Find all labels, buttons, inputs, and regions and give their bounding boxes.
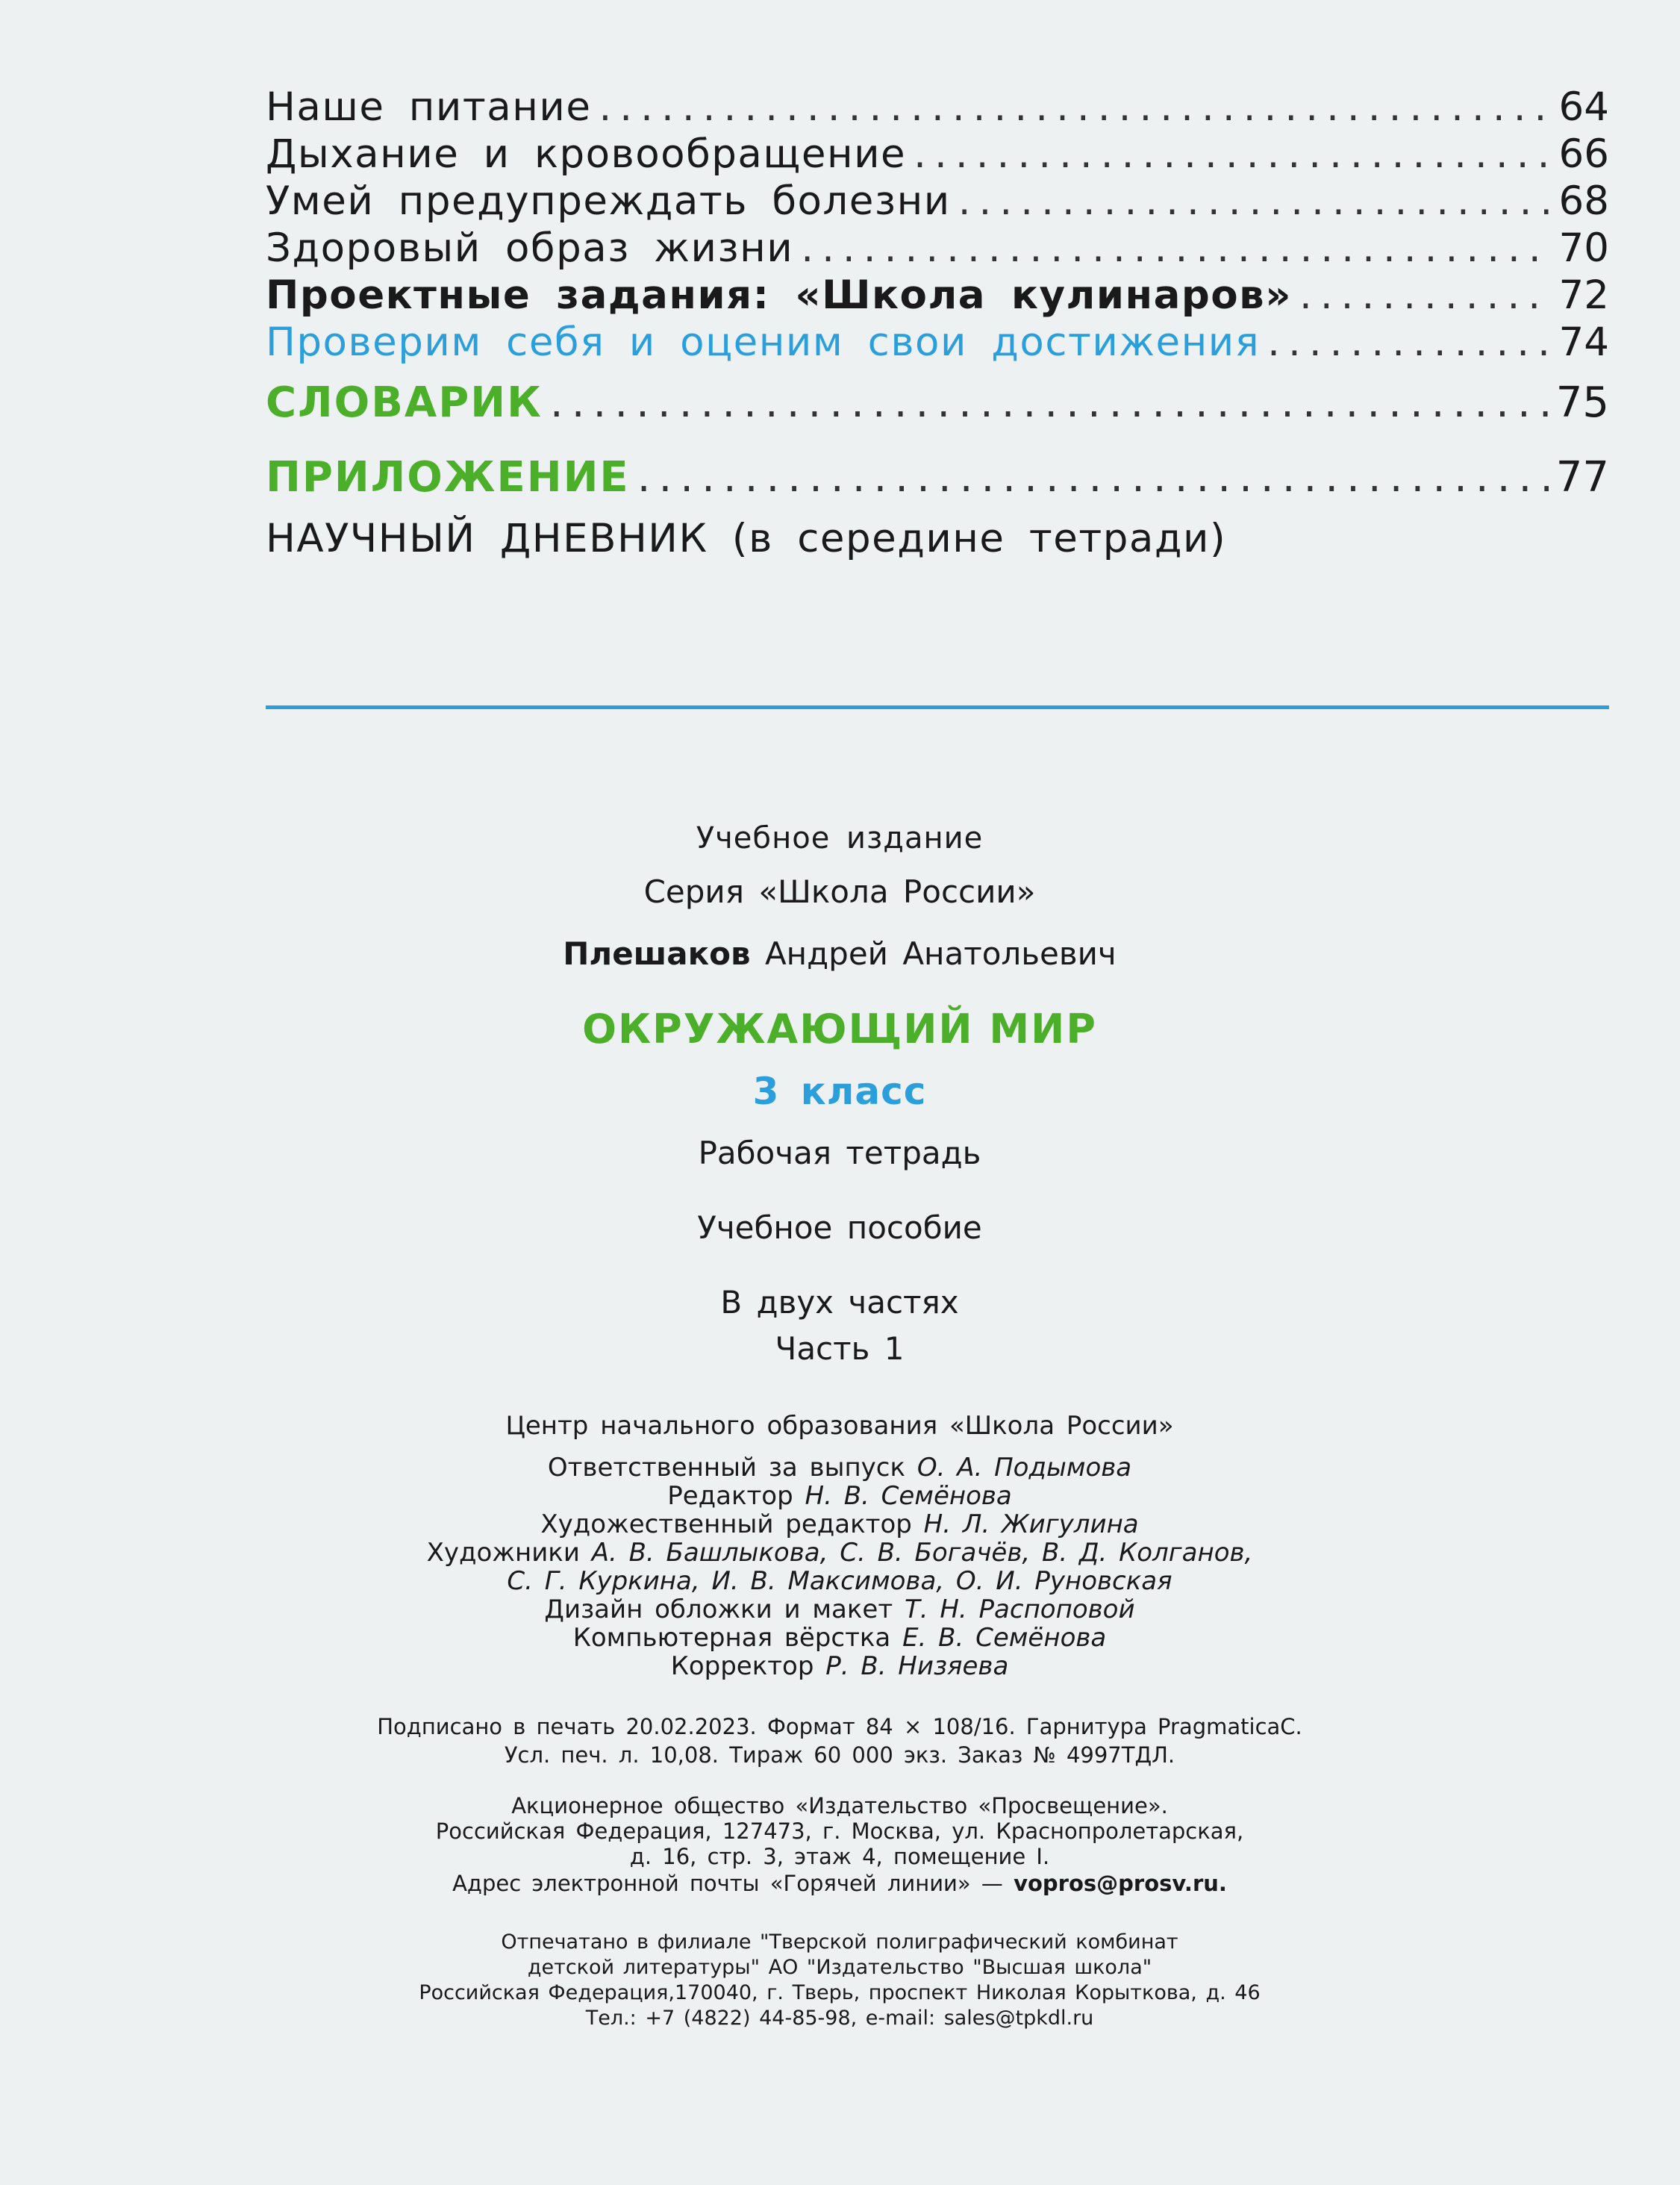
series: Серия «Школа России»: [643, 873, 1036, 910]
credit-line: [224, 1623, 1455, 1653]
credit-role: Художественный редактор: [540, 1509, 912, 1539]
toc-entry-glossary: [266, 366, 1609, 440]
toc-leader: [637, 440, 1549, 515]
toc-label: Дыхание и кровообращение: [266, 131, 907, 177]
toc-page: 77: [1555, 453, 1609, 502]
author-name: Андрей Анатольевич: [764, 935, 1117, 972]
hotline-label: Адрес электронной почты «Горячей линии» —: [452, 1871, 1003, 1896]
toc-leader: [1267, 319, 1551, 366]
book-title: ОКРУЖАЮЩИЙ МИР: [582, 1006, 1097, 1053]
credit-names: Р. В. Низяева: [825, 1651, 1009, 1681]
credit-line: [224, 1651, 1455, 1681]
toc-leader: [801, 225, 1551, 272]
publisher-info: Акционерное общество «Издательство «Просвещение».: [511, 1793, 1168, 1818]
center: Центр начального образования «Школа России»: [505, 1411, 1174, 1441]
credit-names: Н. Л. Жигулина: [923, 1509, 1139, 1539]
credit-role: Редактор: [667, 1481, 793, 1511]
credit-names: Т. Н. Распоповой: [904, 1595, 1135, 1624]
credit-line: [224, 1509, 1455, 1539]
credit-names: С. Г. Куркина, И. В. Максимова, О. И. Руновская: [507, 1566, 1172, 1596]
credit-role: Ответственный за выпуск: [547, 1453, 906, 1483]
toc-entry: [266, 178, 1609, 225]
author: [224, 935, 1455, 972]
toc-label: Проектные задания: «Школа кулинаров»: [266, 272, 1292, 318]
toc-label: Здоровый образ жизни: [266, 225, 794, 271]
edition-type: Учебное издание: [696, 821, 984, 855]
toc-entry: [266, 131, 1609, 178]
credit-role: Корректор: [670, 1651, 814, 1681]
toc-label: НАУЧНЫЙ ДНЕВНИК (в середине тетради): [266, 516, 1227, 561]
toc-entry-projects: [266, 272, 1609, 319]
toc-label: СЛОВАРИК: [266, 378, 543, 427]
publisher-info: Российская Федерация, 127473, г. Москва, ул. Краснопролетарская,: [435, 1818, 1244, 1844]
publisher-info: д. 16, стр. 3, этаж 4, помещение I.: [629, 1844, 1050, 1869]
toc-label: Наше питание: [266, 84, 592, 130]
print-info: Подписано в печать 20.02.2023. Формат 84 × 108/16. Гарнитура PragmaticaC.: [377, 1714, 1302, 1739]
credit-line: [224, 1595, 1455, 1624]
toc-page: 75: [1555, 378, 1609, 427]
toc-leader: [550, 366, 1549, 440]
toc-label: Проверим себя и оценим свои достижения: [266, 320, 1261, 365]
toc-leader: [599, 84, 1551, 131]
toc-label: Умей предупреждать болезни: [266, 178, 951, 224]
section-divider: [266, 705, 1609, 709]
table-of-contents: [266, 84, 1609, 562]
credit-line: [224, 1566, 1455, 1596]
credit-line: [224, 1481, 1455, 1511]
hotline-email: vopros@prosv.ru.: [1014, 1871, 1227, 1896]
credit-role: Компьютерная вёрстка: [572, 1623, 891, 1653]
printer-info: Тел.: +7 (4822) 44-85-98, e-mail: sales@tpkdl.ru: [585, 2007, 1094, 2030]
printer-info: Отпечатано в филиале "Тверской полиграфический комбинат: [501, 1930, 1178, 1954]
credit-names: А. В. Башлыкова, С. В. Богачёв, В. Д. Колганов,: [591, 1538, 1253, 1568]
toc-entry-self-check: [266, 319, 1609, 366]
toc-page: 70: [1558, 225, 1609, 271]
credit-names: О. А. Подымова: [916, 1453, 1132, 1483]
manual: Учебное пособие: [697, 1209, 982, 1246]
toc-entry-diary: [266, 515, 1609, 562]
credit-line: [224, 1453, 1455, 1483]
toc-entry: [266, 225, 1609, 272]
toc-entry: [266, 84, 1609, 131]
toc-entry-appendix: [266, 440, 1609, 515]
grade: 3 класс: [752, 1070, 927, 1113]
credit-names: Е. В. Семёнова: [902, 1623, 1107, 1653]
toc-leader: [1299, 272, 1552, 319]
credit-names: Н. В. Семёнова: [805, 1481, 1012, 1511]
credit-line: [224, 1538, 1455, 1568]
print-info: Усл. печ. л. 10,08. Тираж 60 000 экз. Заказ № 4997ТДЛ.: [504, 1742, 1175, 1768]
toc-page: 72: [1558, 272, 1609, 318]
credit-role: Дизайн обложки и макет: [544, 1595, 893, 1624]
toc-page: 66: [1558, 131, 1609, 177]
toc-label: ПРИЛОЖЕНИЕ: [266, 453, 630, 502]
toc-leader: [958, 178, 1552, 225]
toc-page: 68: [1558, 178, 1609, 224]
hotline: [224, 1871, 1455, 1896]
parts: В двух частях: [720, 1284, 959, 1321]
credit-role: Художники: [426, 1538, 580, 1568]
printer-info: детской литературы" АО "Издательство "Высшая школа": [527, 1956, 1152, 1979]
printer-info: Российская Федерация,170040, г. Тверь, проспект Николая Корыткова, д. 46: [419, 1981, 1261, 2004]
book-type: Рабочая тетрадь: [698, 1135, 981, 1171]
toc-leader: [914, 131, 1551, 178]
toc-page: 74: [1558, 320, 1609, 365]
part: Часть 1: [775, 1330, 905, 1367]
author-surname: Плешаков: [563, 935, 751, 972]
toc-page: 64: [1558, 84, 1609, 130]
